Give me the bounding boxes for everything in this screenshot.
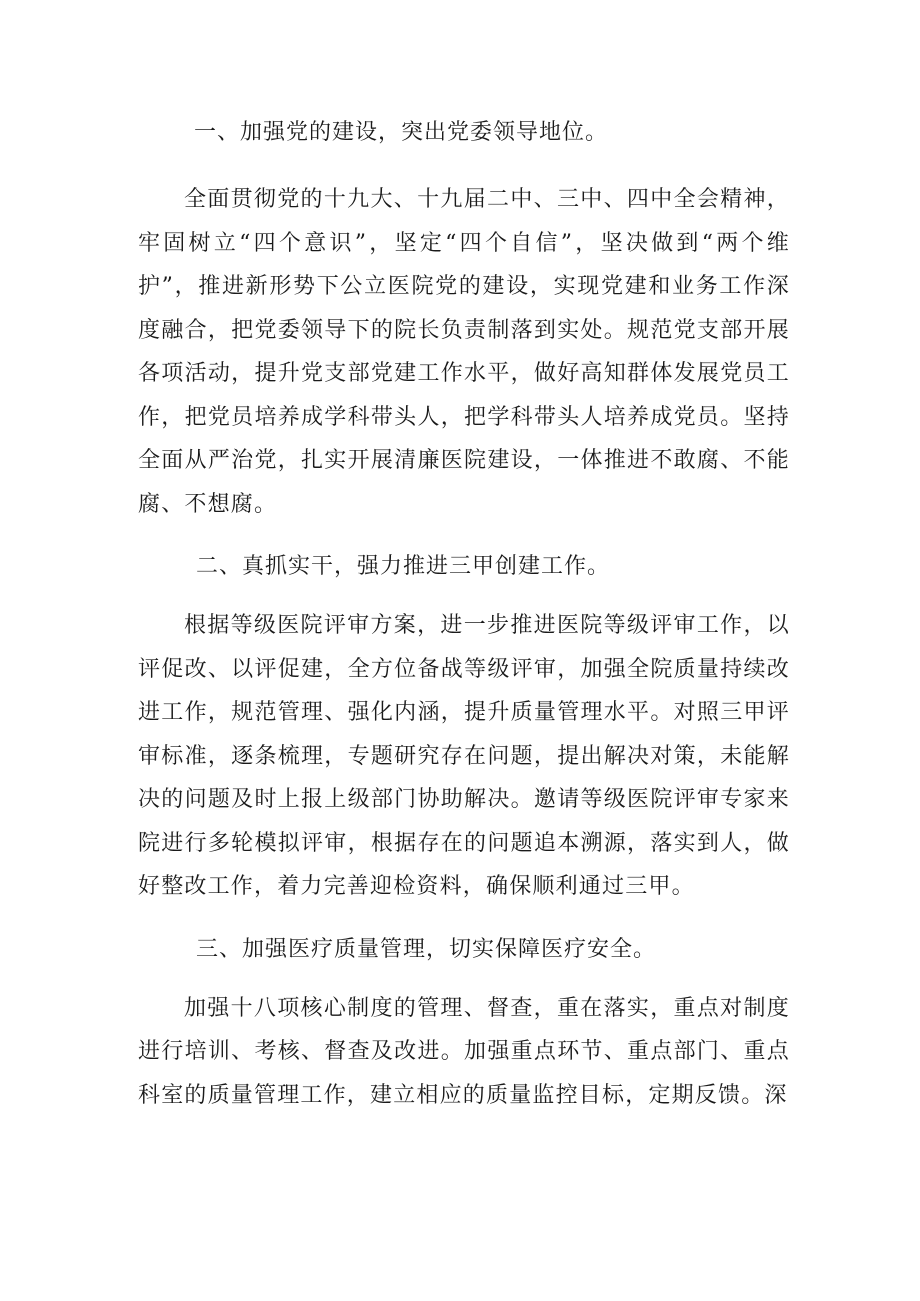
section-3-heading: 三、加强医疗质量管理，切实保障医疗安全。 [196,936,657,962]
section-1-paragraph: 全面贯彻党的十九大、十九届二中、三中、四中全会精神，牢固树立“四个意识”，坚定“四个自信”，坚决做到“两个维护”，推进新形势下公立医院党的建设，实现党建和业务工作深度融合，把党委领导下的院长负责制落到实处。规范党支部开展各项活动，提升党支部党建工作水平，做好高知群体发展党员工作，把党员培养成学科带头人，把学科带头人培养成党员。坚持全面从严治党，扎实开展清廉医院建设，一体推进不敢腐、不能腐、不想腐。 [138,187,790,517]
section-2-paragraph: 根据等级医院评审方案，进一步推进医院等级评审工作，以评促改、以评促建，全方位备战等级评审，加强全院质量持续改进工作，规范管理、强化内涵，提升质量管理水平。对照三甲评审标准，逐条梳理，专题研究存在问题，提出解决对策，未能解决的问题及时上报上级部门协助解决。邀请等级医院评审专家来院进行多轮模拟评审，根据存在的问题追本溯源，落实到人，做好整改工作，着力完善迎检资料，确保顺利通过三甲。 [138,613,790,899]
section-2-heading: 二、真抓实干，强力推进三甲创建工作。 [196,554,611,579]
section-1-heading: 一、加强党的建设，突出党委领导地位。 [194,120,609,145]
document-page [138,112,790,1117]
section-3-paragraph: 加强十八项核心制度的管理、督查，重在落实，重点对制度进行培训、考核、督查及改进。加强重点环节、重点部门、重点科室的质量管理工作，建立相应的质量监控目标，定期反馈。深 [138,995,790,1108]
